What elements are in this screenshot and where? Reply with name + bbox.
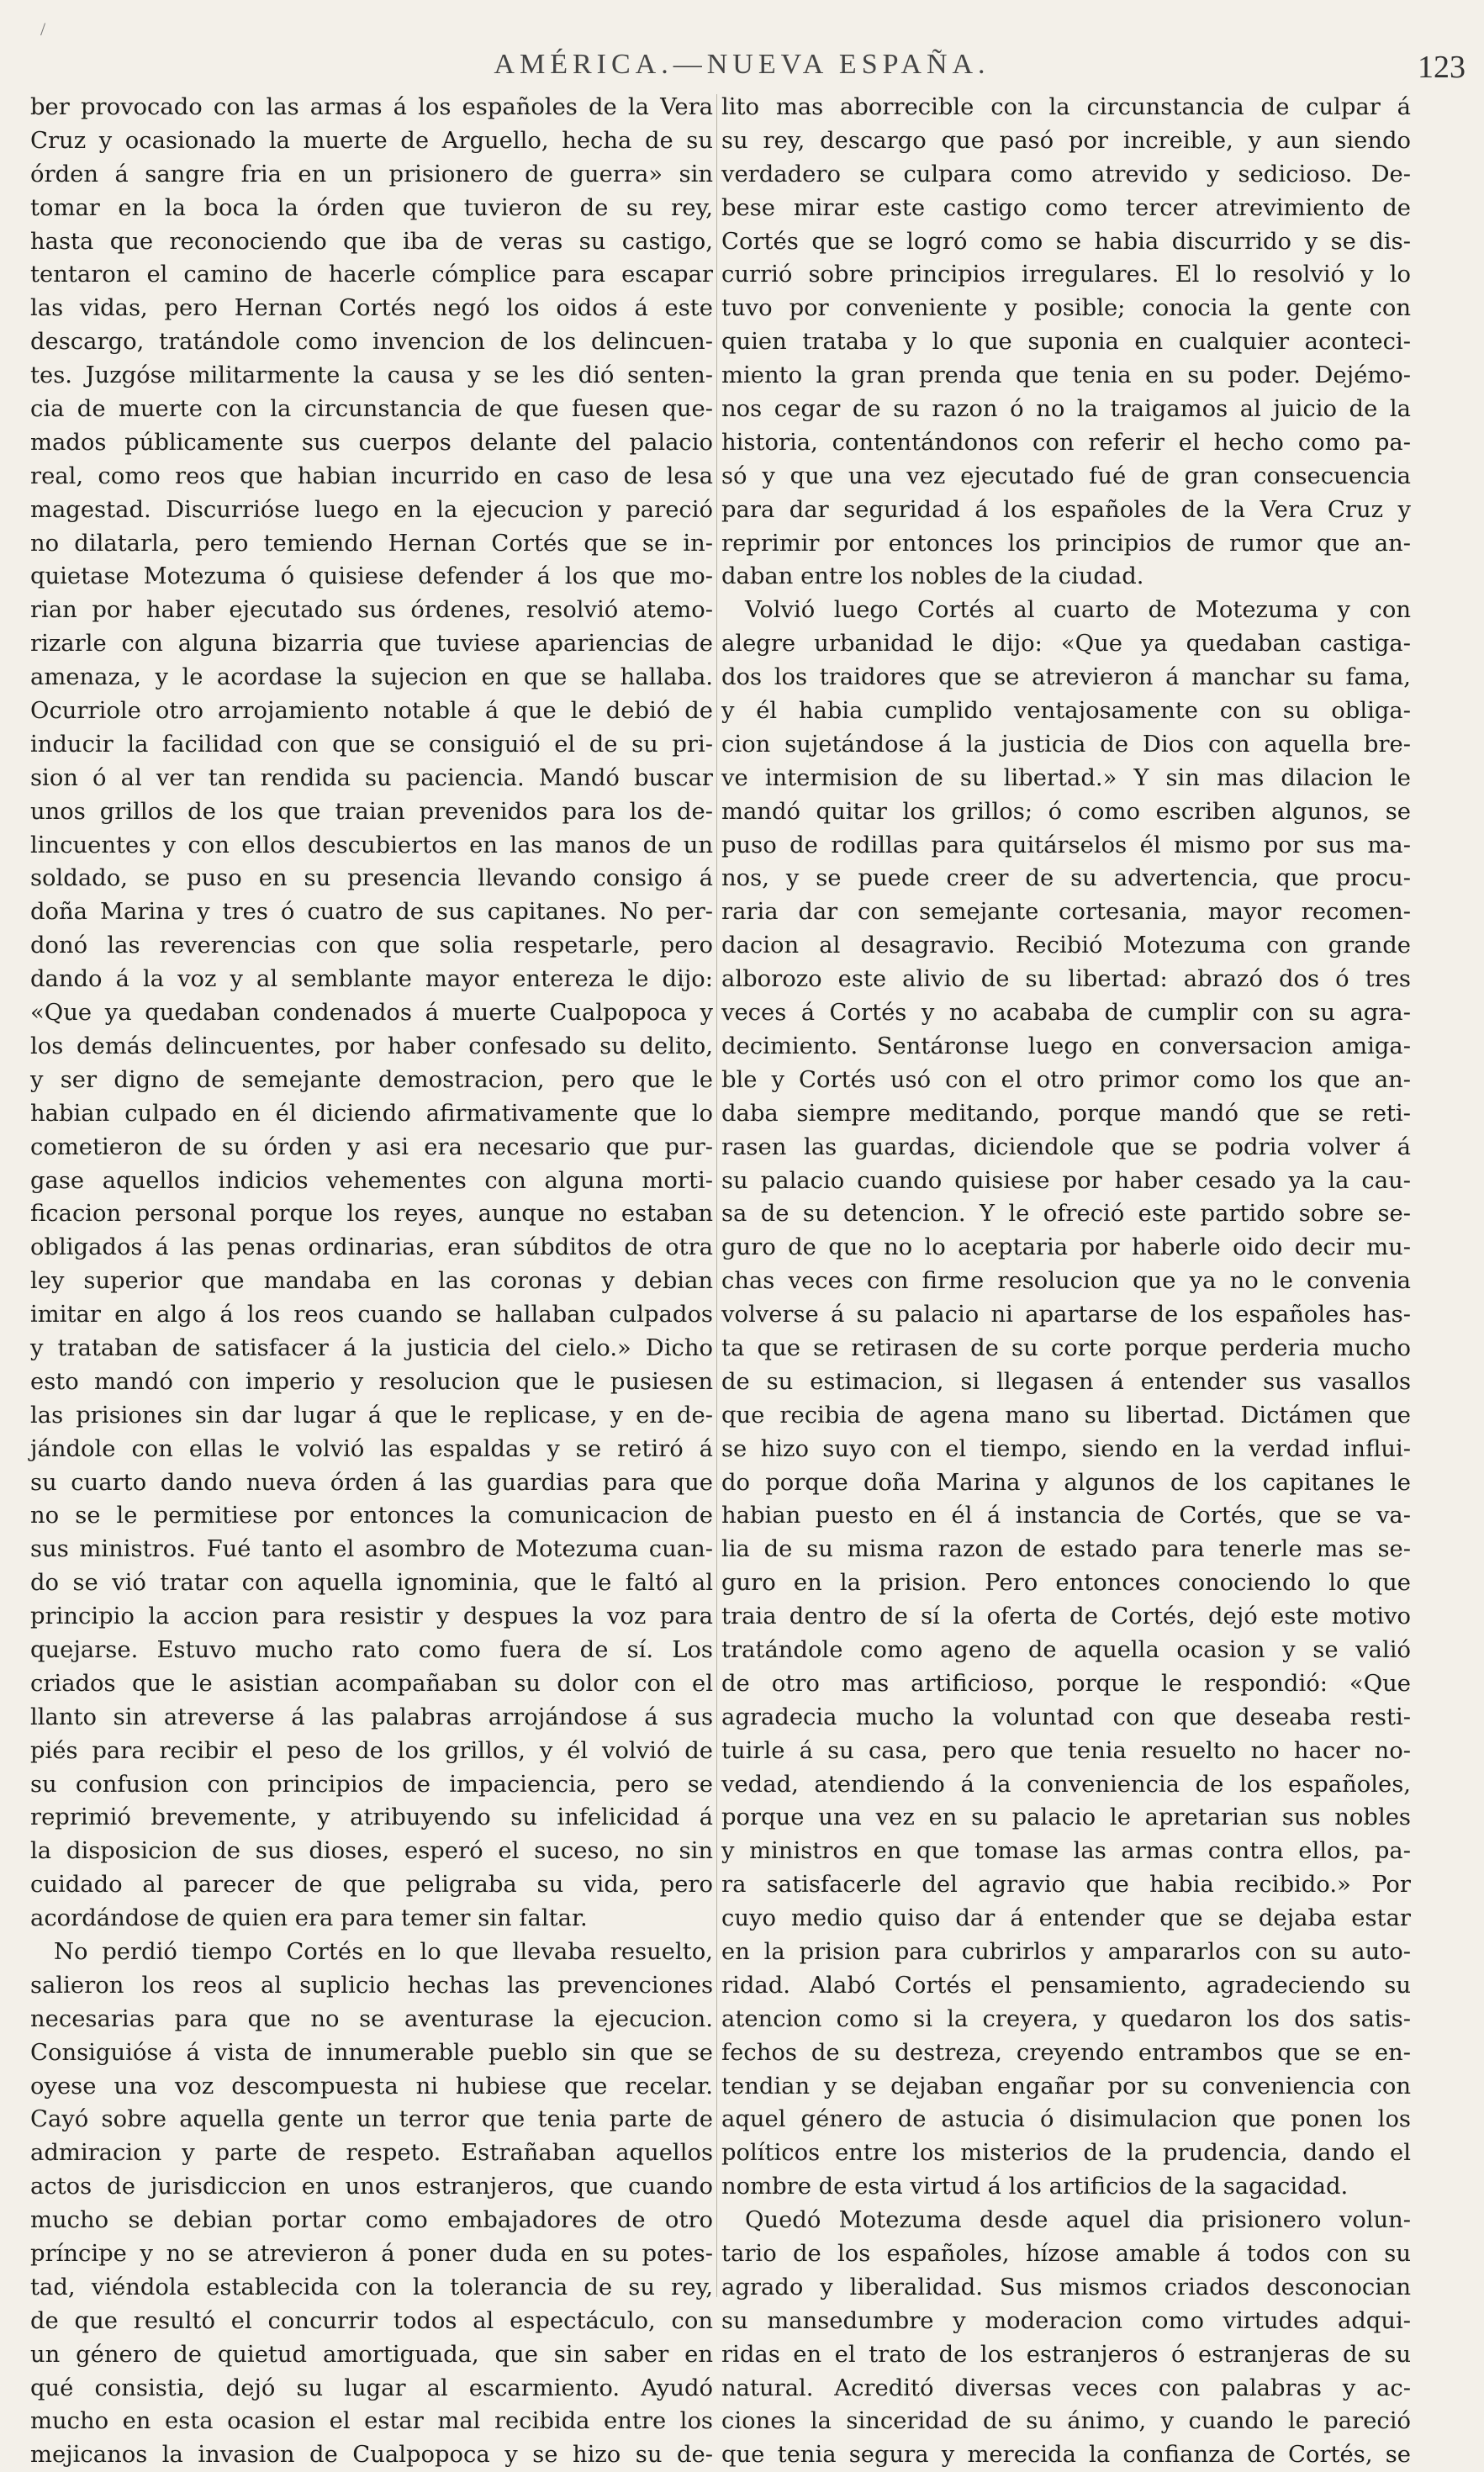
text-line: puso de rodillas para quitárselos él mismo por sus ma- — [721, 832, 1411, 858]
text-line: chas veces con firme resolucion que ya no le convenia — [721, 1268, 1411, 1295]
text-line: ra satisfacerle del agravio que habia recibido.» Por — [721, 1872, 1411, 1899]
text-line: esto mandó con imperio y resolucion que le pusiesen — [30, 1368, 713, 1395]
text-line: oyese una voz descompuesta ni hubiese que recelar. — [30, 2073, 713, 2100]
text-line: mandó quitar los grillos; ó como escriben algunos, se — [721, 798, 1411, 825]
text-line: cuyo medio quiso dar á entender que se dejaba estar — [721, 1905, 1411, 1932]
text-line: actos de jurisdiccion en unos estranjeros, que cuando — [30, 2174, 713, 2200]
text-line: quietase Motezuma ó quisiese defender á los que mo- — [30, 563, 713, 590]
text-line: un género de quietud amortiguada, que sin saber en — [30, 2341, 713, 2368]
text-line: nombre de esta virtud á los artificios de la sagacidad. — [721, 2174, 1349, 2200]
text-line: criados que le asistian acompañaban su dolor con el — [30, 1670, 713, 1697]
text-line: lito mas aborrecible con la circunstancia de culpar á — [721, 94, 1411, 120]
text-line: historia, contentándonos con referir el hecho como pa- — [721, 429, 1411, 456]
text-line: su confusion con principios de impaciencia, pero se — [30, 1771, 713, 1798]
text-line: de que resultó el concurrir todos al espectáculo, con — [30, 2307, 713, 2334]
text-line: la disposicion de sus dioses, esperó el suceso, no sin — [30, 1838, 713, 1865]
text-line: verdadero se culpara como atrevido y sedicioso. De- — [721, 161, 1411, 188]
text-line: ble y Cortés usó con el otro primor como los que an- — [721, 1066, 1411, 1093]
text-line: ley superior que mandaba en las coronas y debian — [30, 1268, 713, 1295]
text-line: gase aquellos indicios vehementes con alguna morti- — [30, 1167, 713, 1194]
text-line: Consiguióse á vista de innumerable pueblo sin que se — [30, 2039, 713, 2066]
text-line: nos, y se puede creer de su advertencia, que procu- — [721, 865, 1411, 892]
text-line: Cortés que se logró como se habia discurrido y se dis- — [721, 228, 1411, 255]
text-line: cia de muerte con la circunstancia de que fuesen que- — [30, 396, 713, 423]
text-line: necesarias para que no se aventurase la ejecucion. — [30, 2005, 713, 2032]
text-line: traia dentro de sí la oferta de Cortés, dejó este motivo — [721, 1603, 1411, 1630]
text-line: vedad, atendiendo á la conveniencia de los españoles, — [721, 1771, 1411, 1798]
column-divider — [716, 94, 717, 2297]
text-line: agradecia mucho la voluntad con que deseaba resti- — [721, 1703, 1411, 1730]
text-line: reprimir por entonces los principios de rumor que an- — [721, 530, 1411, 557]
text-line: sa de su detencion. Y le ofreció este partido sobre se- — [721, 1201, 1411, 1228]
text-line: ve intermision de su libertad.» Y sin mas dilacion le — [721, 764, 1411, 791]
text-line: mejicanos la invasion de Cualpopoca y se hizo su de- — [30, 2442, 713, 2469]
text-line: tomar en la boca la órden que tuvieron de su rey, — [30, 194, 713, 221]
text-line: lincuentes y con ellos descubiertos en las manos de un — [30, 832, 713, 858]
text-line: quejarse. Estuvo mucho rato como fuera de sí. Los — [30, 1636, 713, 1663]
text-line: nos cegar de su razon ó no la traigamos al juicio de la — [721, 396, 1411, 423]
text-line: mucho se debian portar como embajadores de otro — [30, 2207, 713, 2234]
text-line: dos los traidores que se atrevieron á manchar su fama, — [721, 664, 1411, 691]
text-line: y trataban de satisfacer á la justicia del cielo.» Dicho — [30, 1334, 713, 1361]
text-line: doña Marina y tres ó cuatro de sus capitanes. No per- — [30, 899, 713, 926]
text-line: mucho en esta ocasion el estar mal recibida entre los — [30, 2408, 713, 2435]
text-line: donó las reverencias con que solia respetarle, pero — [30, 932, 713, 959]
right-column — [721, 91, 1411, 2469]
text-line: ficacion personal porque los reyes, aunque no estaban — [30, 1201, 713, 1228]
text-line: sus ministros. Fué tanto el asombro de Motezuma cuan- — [30, 1536, 713, 1563]
text-line: inducir la facilidad con que se consiguió el de su pri- — [30, 731, 713, 758]
text-line: tario de los españoles, hízose amable á todos con su — [721, 2241, 1411, 2267]
text-line: volverse á su palacio ni apartarse de los españoles has- — [721, 1302, 1411, 1328]
text-line: do se vió tratar con aquella ignominia, que le faltó al — [30, 1570, 713, 1597]
text-line: ciones la sinceridad de su ánimo, y cuando le pareció — [721, 2408, 1411, 2435]
text-line: sion ó al ver tan rendida su paciencia. Mandó buscar — [30, 764, 713, 791]
running-head: AMÉRICA.—NUEVA ESPAÑA. — [494, 49, 990, 80]
text-line: su mansedumbre y moderacion como virtudes adqui- — [721, 2307, 1411, 2334]
text-line: principio la accion para resistir y despues la voz para — [30, 1603, 713, 1630]
text-line: dacion al desagravio. Recibió Motezuma con grande — [721, 932, 1411, 959]
text-line: habian puesto en él á instancia de Cortés, que se va- — [721, 1503, 1411, 1529]
text-line: los demás delincuentes, por haber confesado su delito, — [30, 1033, 713, 1059]
text-line: veces á Cortés y no acababa de cumplir con su agra- — [721, 1000, 1411, 1027]
text-line: admiracion y parte de respeto. Estrañaban aquellos — [30, 2140, 713, 2167]
text-line: decimiento. Sentáronse luego en conversacion amiga- — [721, 1033, 1411, 1059]
text-line: su cuarto dando nueva órden á las guardias para que — [30, 1469, 713, 1496]
text-line: políticos entre los misterios de la prudencia, dando el — [721, 2140, 1411, 2167]
text-line: ridas en el trato de los estranjeros ó estranjeras de su — [721, 2341, 1411, 2368]
text-line: daban entre los nobles de la ciudad. — [721, 563, 1144, 590]
text-line: tes. Juzgóse militarmente la causa y se les dió senten- — [30, 362, 713, 389]
text-line: ridad. Alabó Cortés el pensamiento, agradeciendo su — [721, 1972, 1411, 1999]
text-line: que tenia segura y merecida la confianza de Cortés, se — [721, 2442, 1411, 2469]
text-line: miento la gran prenda que tenia en su poder. Dejémo- — [721, 362, 1411, 389]
text-line: quien trataba y lo que suponia en cualquier aconteci- — [721, 329, 1411, 356]
text-line: unos grillos de los que traian prevenidos para los de- — [30, 798, 713, 825]
text-line: guro en la prision. Pero entonces conociendo lo que — [721, 1570, 1411, 1597]
text-line: órden á sangre fria en un prisionero de guerra» sin — [30, 161, 713, 188]
text-line: lia de su misma razon de estado para tenerle mas se- — [721, 1536, 1411, 1563]
text-line: daba siempre meditando, porque mandó que se reti- — [721, 1100, 1411, 1127]
text-line: Volvió luego Cortés al cuarto de Motezuma y con — [745, 597, 1411, 624]
text-line: agrado y liberalidad. Sus mismos criados desconocian — [721, 2274, 1411, 2300]
text-line: para dar seguridad á los españoles de la Vera Cruz y — [721, 496, 1411, 523]
text-line: jándole con ellas le volvió las espaldas y se retiró á — [30, 1435, 713, 1462]
text-line: magestad. Discurrióse luego en la ejecucion y pareció — [30, 496, 713, 523]
text-line: hasta que reconociendo que iba de veras su castigo, — [30, 228, 713, 255]
text-line: Quedó Motezuma desde aquel dia prisionero volun- — [745, 2207, 1411, 2234]
text-line: reprimió brevemente, y atribuyendo su infelicidad á — [30, 1804, 713, 1831]
text-line: rasen las guardas, diciendole que se podria volver á — [721, 1133, 1411, 1160]
text-line: no dilatarla, pero temiendo Hernan Cortés que se in- — [30, 530, 713, 557]
text-line: y ser digno de semejante demostracion, pero que le — [30, 1066, 713, 1093]
text-line: porque una vez en su palacio le apretarian sus nobles — [721, 1804, 1411, 1831]
text-line: cuidado al parecer de que peligraba su vida, pero — [30, 1872, 713, 1899]
text-line: de su estimacion, si llegasen á entender sus vasallos — [721, 1368, 1411, 1395]
text-line: las vidas, pero Hernan Cortés negó los oidos á este — [30, 295, 713, 322]
text-line: tuirle á su casa, pero que tenia resuelto no hacer no- — [721, 1737, 1411, 1764]
text-line: rizarle con alguna bizarria que tuviese apariencias de — [30, 631, 713, 658]
text-line: fechos de su destreza, creyendo entrambos que se en- — [721, 2039, 1411, 2066]
text-line: príncipe y no se atrevieron á poner duda en su potes- — [30, 2241, 713, 2267]
text-line: cion sujetándose á la justicia de Dios con aquella bre- — [721, 731, 1411, 758]
text-line: su palacio cuando quisiese por haber cesado ya la cau- — [721, 1167, 1411, 1194]
text-line: ta que se retirasen de su corte porque perderia mucho — [721, 1334, 1411, 1361]
text-line: «Que ya quedaban condenados á muerte Cualpopoca y — [30, 1000, 713, 1027]
text-line: en la prision para cubrirlos y ampararlos con su auto- — [721, 1938, 1411, 1965]
text-line: Cayó sobre aquella gente un terror que tenia parte de — [30, 2106, 713, 2133]
text-line: obligados á las penas ordinarias, eran súbditos de otra — [30, 1234, 713, 1261]
text-line: raria dar con semejante cortesania, mayor recomen- — [721, 899, 1411, 926]
text-line: habian culpado en él diciendo afirmativamente que lo — [30, 1100, 713, 1127]
text-line: las prisiones sin dar lugar á que le replicase, y en de- — [30, 1402, 713, 1429]
text-line: aquel género de astucia ó disimulacion que ponen los — [721, 2106, 1411, 2133]
text-line: su rey, descargo que pasó por increible, y aun siendo — [721, 127, 1411, 154]
text-line: salieron los reos al suplicio hechas las prevenciones — [30, 1972, 713, 1999]
text-line: do porque doña Marina y algunos de los capitanes le — [721, 1469, 1411, 1496]
text-line: rian por haber ejecutado sus órdenes, resolvió atemo- — [30, 597, 713, 624]
text-line: soldado, se puso en su presencia llevando consigo á — [30, 865, 713, 892]
text-line: llanto sin atreverse á las palabras arrojándose á sus — [30, 1703, 713, 1730]
text-line: imitar en algo á los reos cuando se hallaban culpados — [30, 1302, 713, 1328]
text-line: tuvo por conveniente y posible; conocia la gente con — [721, 295, 1411, 322]
text-line: alborozo este alivio de su libertad: abrazó dos ó tres — [721, 966, 1411, 993]
text-line: currió sobre principios irregulares. El lo resolvió y lo — [721, 261, 1411, 288]
text-line: real, como reos que habian incurrido en caso de lesa — [30, 462, 713, 489]
corner-mark: / — [40, 18, 46, 40]
text-line: tratándole como ageno de aquella ocasion y se valió — [721, 1636, 1411, 1663]
text-line: Ocurriole otro arrojamiento notable á que le debió de — [30, 698, 713, 725]
text-line: descargo, tratándole como invencion de los delincuen- — [30, 329, 713, 356]
text-line: tad, viéndola establecida con la tolerancia de su rey, — [30, 2274, 713, 2300]
text-line: tentaron el camino de hacerle cómplice para escapar — [30, 261, 713, 288]
text-line: ber provocado con las armas á los españoles de la Vera — [30, 94, 713, 120]
text-line: tendian y se dejaban engañar por su conveniencia con — [721, 2073, 1411, 2100]
text-line: atencion como si la creyera, y quedaron los dos satis- — [721, 2005, 1411, 2032]
text-line: No perdió tiempo Cortés en lo que llevaba resuelto, — [54, 1938, 713, 1965]
text-line: dando á la voz y al semblante mayor entereza le dijo: — [30, 966, 713, 993]
text-line: acordándose de quien era para temer sin faltar. — [30, 1905, 588, 1932]
text-line: y él habia cumplido ventajosamente con su obliga- — [721, 698, 1411, 725]
text-line: alegre urbanidad le dijo: «Que ya quedaban castiga- — [721, 631, 1411, 658]
text-line: bese mirar este castigo como tercer atrevimiento de — [721, 194, 1411, 221]
text-line: Cruz y ocasionado la muerte de Arguello, hecha de su — [30, 127, 713, 154]
text-line: cometieron de su órden y asi era necesario que pur- — [30, 1133, 713, 1160]
text-line: piés para recibir el peso de los grillos, y él volvió de — [30, 1737, 713, 1764]
text-line: de otro mas artificioso, porque le respondió: «Que — [721, 1670, 1411, 1697]
text-line: amenaza, y le acordase la sujecion en que se hallaba. — [30, 664, 713, 691]
text-line: que recibia de agena mano su libertad. Dictámen que — [721, 1402, 1411, 1429]
text-line: se hizo suyo con el tiempo, siendo en la verdad influi- — [721, 1435, 1411, 1462]
text-line: só y que una vez ejecutado fué de gran consecuencia — [721, 462, 1411, 489]
page-number: 123 — [1418, 50, 1466, 85]
text-line: guro de que no lo aceptaria por haberle oido decir mu- — [721, 1234, 1411, 1261]
text-line: no se le permitiese por entonces la comunicacion de — [30, 1503, 713, 1529]
text-line: mados públicamente sus cuerpos delante del palacio — [30, 429, 713, 456]
text-line: y ministros en que tomase las armas contra ellos, pa- — [721, 1838, 1411, 1865]
text-line: natural. Acreditó diversas veces con palabras y ac- — [721, 2374, 1411, 2401]
left-column — [30, 91, 713, 2469]
text-line: qué consistia, dejó su lugar al escarmiento. Ayudó — [30, 2374, 713, 2401]
